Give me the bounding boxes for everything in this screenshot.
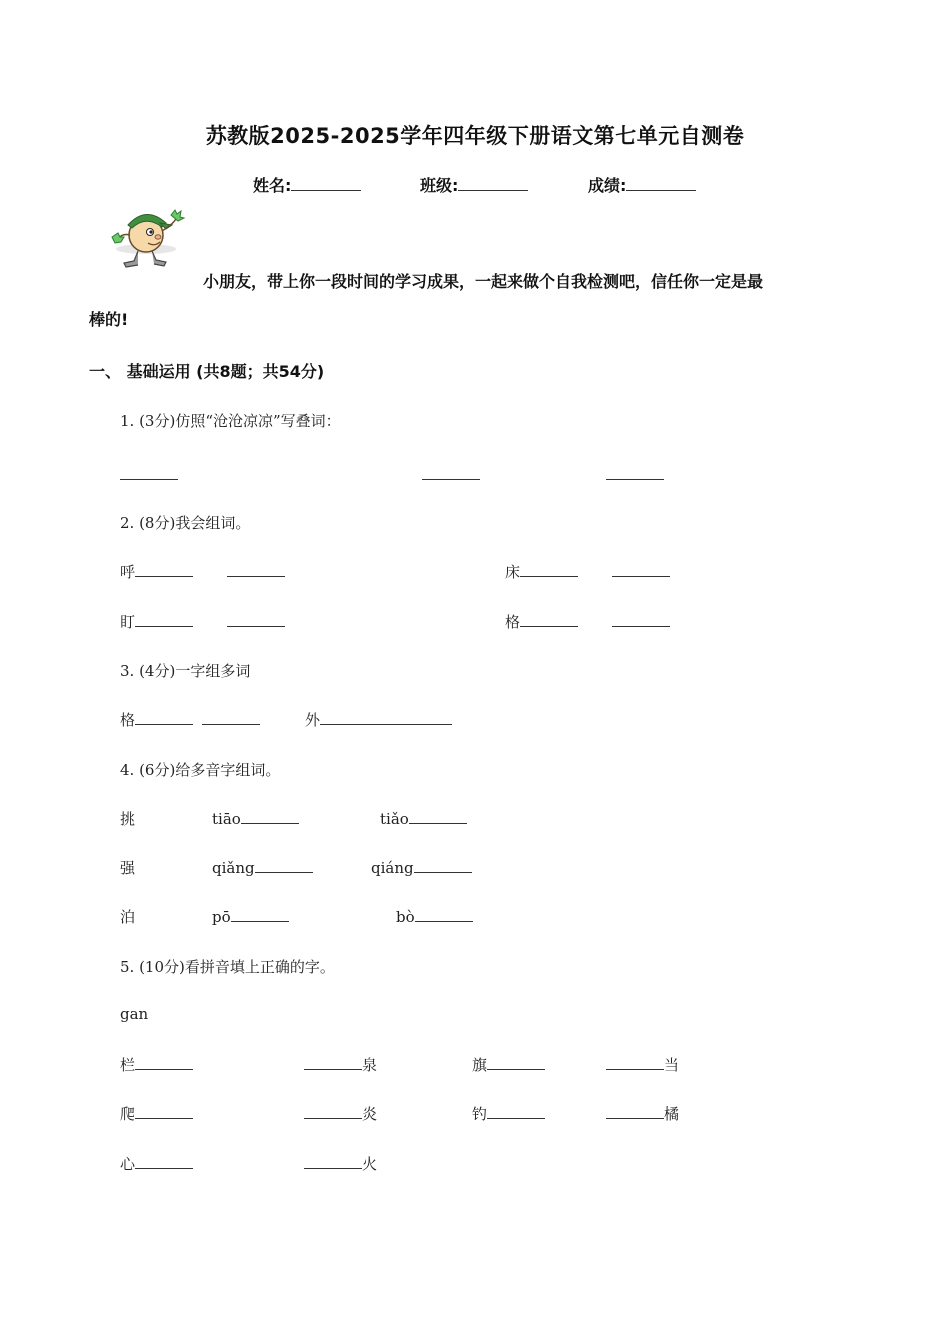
answer-blank[interactable] <box>409 808 467 824</box>
name-field <box>253 173 361 196</box>
q2-char: 呼 <box>120 563 136 581</box>
answer-blank[interactable] <box>606 1054 664 1070</box>
answer-blank[interactable] <box>304 1103 362 1119</box>
answer-blank[interactable] <box>520 611 578 627</box>
intro-line-2: 棒的! <box>89 310 129 329</box>
q2-row <box>505 561 670 582</box>
answer-blank[interactable] <box>415 906 473 922</box>
answer-blank[interactable] <box>231 906 289 922</box>
q5-char: 炎 <box>362 1105 378 1123</box>
q5-item <box>304 1054 377 1075</box>
q4-item <box>212 906 289 926</box>
q2-row <box>120 611 285 632</box>
answer-blank[interactable] <box>135 1103 193 1119</box>
answer-blank[interactable] <box>227 611 285 627</box>
q5-pinyin: gan <box>120 1005 149 1023</box>
mascot-illustration <box>108 205 188 271</box>
answer-blank[interactable] <box>135 611 193 627</box>
answer-blank[interactable] <box>135 561 193 577</box>
answer-blank[interactable] <box>487 1103 545 1119</box>
q3-row <box>120 709 260 730</box>
pinyin: tiāo <box>212 810 241 828</box>
q5-item <box>304 1103 377 1124</box>
question-1: 1. (3分)仿照“沧沧凉凉”写叠词： <box>120 412 341 430</box>
answer-blank[interactable] <box>304 1153 362 1169</box>
q5-char: 当 <box>664 1056 680 1074</box>
answer-blank[interactable] <box>227 561 285 577</box>
q5-char: 钓 <box>472 1105 488 1123</box>
answer-blank[interactable] <box>606 479 664 480</box>
class-blank[interactable] <box>458 175 528 191</box>
q5-item <box>120 1054 193 1075</box>
q4-item <box>212 857 313 877</box>
answer-blank[interactable] <box>612 611 670 627</box>
q5-char: 橘 <box>664 1105 680 1123</box>
question-4: 4. (6分)给多音字组词。 <box>120 761 281 779</box>
q2-char: 盯 <box>120 613 136 631</box>
q5-char: 心 <box>120 1155 136 1173</box>
section-heading: 一、 基础运用 (共8题；共54分) <box>89 362 325 381</box>
q4-char: 泊 <box>120 908 136 926</box>
answer-blank[interactable] <box>487 1054 545 1070</box>
q4-char: 强 <box>120 859 136 877</box>
pinyin: qiǎng <box>212 859 255 877</box>
q5-char: 泉 <box>362 1056 378 1074</box>
q5-item <box>472 1103 545 1124</box>
answer-blank[interactable] <box>241 808 299 824</box>
answer-blank[interactable] <box>606 1103 664 1119</box>
answer-blank[interactable] <box>414 857 472 873</box>
q2-row <box>505 611 670 632</box>
answer-blank[interactable] <box>255 857 313 873</box>
q4-item <box>380 808 467 828</box>
pinyin: qiáng <box>371 859 414 877</box>
name-blank[interactable] <box>291 175 361 191</box>
q5-item <box>120 1153 193 1174</box>
score-blank[interactable] <box>626 175 696 191</box>
score-label: 成绩: <box>588 176 627 195</box>
intro-line-1: 小朋友，带上你一段时间的学习成果，一起来做个自我检测吧，信任你一定是最 <box>203 272 764 291</box>
page-title: 苏教版2025-2025学年四年级下册语文第七单元自测卷 <box>205 124 745 148</box>
answer-blank[interactable] <box>520 561 578 577</box>
pinyin: pō <box>212 908 231 926</box>
answer-blank[interactable] <box>135 709 193 725</box>
question-5: 5. (10分)看拼音填上正确的字。 <box>120 958 335 976</box>
question-2: 2. (8分)我会组词。 <box>120 514 251 532</box>
pinyin: tiǎo <box>380 810 409 828</box>
answer-blank[interactable] <box>422 479 480 480</box>
q2-char: 床 <box>505 563 521 581</box>
class-field <box>420 173 528 196</box>
answer-blank[interactable] <box>120 479 178 480</box>
q3-char: 外 <box>305 711 321 729</box>
answer-blank[interactable] <box>202 709 260 725</box>
q5-char: 火 <box>362 1155 378 1173</box>
q5-item <box>120 1103 193 1124</box>
q5-char: 旗 <box>472 1056 488 1074</box>
question-3: 3. (4分)一字组多词 <box>120 662 251 680</box>
name-label: 姓名: <box>253 176 292 195</box>
q5-item <box>304 1153 377 1174</box>
answer-blank[interactable] <box>320 709 452 725</box>
q5-char: 栏 <box>120 1056 136 1074</box>
q5-item <box>606 1103 679 1124</box>
q5-item <box>606 1054 679 1075</box>
answer-blank[interactable] <box>135 1153 193 1169</box>
q2-row <box>120 561 285 582</box>
score-field <box>588 173 696 196</box>
answer-blank[interactable] <box>612 561 670 577</box>
answer-blank[interactable] <box>135 1054 193 1070</box>
q4-item <box>371 857 472 877</box>
q4-item <box>396 906 473 926</box>
q3-char: 格 <box>120 711 136 729</box>
q3-row <box>305 709 452 730</box>
class-label: 班级: <box>420 176 459 195</box>
q4-item <box>212 808 299 828</box>
q5-char: 爬 <box>120 1105 136 1123</box>
q5-item <box>472 1054 545 1075</box>
q2-char: 格 <box>505 613 521 631</box>
q4-char: 挑 <box>120 810 136 828</box>
answer-blank[interactable] <box>304 1054 362 1070</box>
pinyin: bò <box>396 908 415 926</box>
